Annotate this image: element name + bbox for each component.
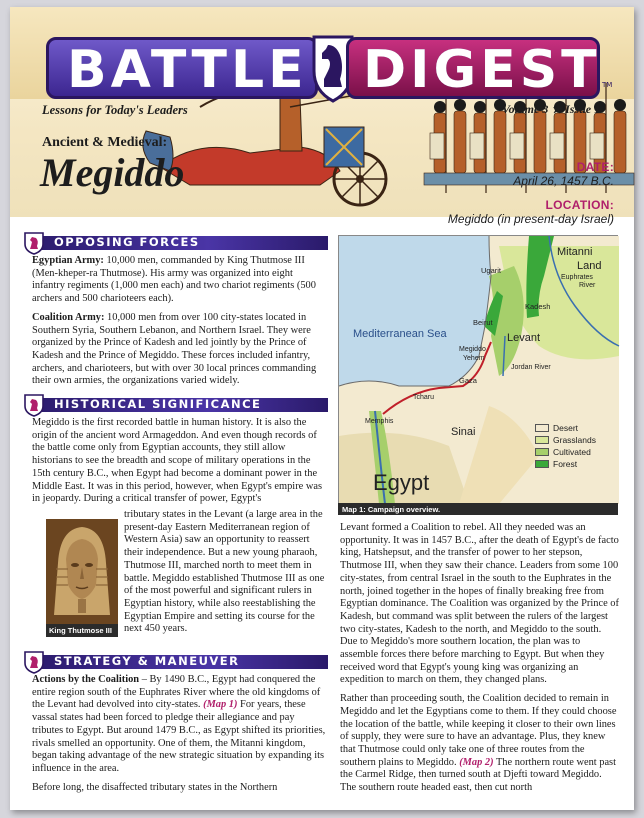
digest-page bbox=[10, 7, 634, 810]
map-label-ugarit: Ugarit bbox=[481, 266, 502, 275]
logo-digest-box bbox=[346, 37, 600, 99]
portrait-caption: King Thutmose III bbox=[46, 624, 118, 637]
map-label-kadesh: Kadesh bbox=[525, 302, 551, 311]
strategy-paragraph-2: Before long, the disaffected tributary states in the Northern bbox=[32, 781, 278, 793]
section-header-historical-significance bbox=[28, 398, 328, 412]
map-label-yehem: Yehem bbox=[463, 355, 485, 362]
map-1-reference[interactable]: (Map 1) bbox=[203, 699, 238, 711]
battle-meta bbox=[448, 160, 614, 236]
map-label-land: Land bbox=[577, 260, 602, 272]
legend-cultivated bbox=[535, 446, 611, 458]
legend-swatch bbox=[535, 436, 549, 444]
legend-swatch bbox=[535, 424, 549, 432]
legend-swatch bbox=[535, 460, 549, 468]
section-header-opposing-forces bbox=[28, 236, 328, 250]
logo-digest-text: DIGEST bbox=[363, 40, 601, 100]
date-value: April 26, 1457 B.C. bbox=[513, 174, 614, 188]
strategy-text-b: For years, these vassal states had been forced to pledge their allegiance and pay tributes to Egypt. But around 1479 B.C., as Egypt shifted its priorities, rivals smelled an opportunity. One of them, the Mitanni kingdom, began taking advantage of the new strategic situation by expanding its influence in the area. bbox=[32, 699, 326, 774]
map-label-jordan: Jordan River bbox=[511, 364, 551, 371]
legend-label: Forest bbox=[553, 459, 578, 469]
legend-forest bbox=[535, 458, 611, 470]
article-title: Megiddo bbox=[40, 150, 185, 195]
battle-digest-logo bbox=[46, 37, 613, 103]
egyptian-army-label: Egyptian Army: bbox=[32, 255, 104, 266]
map-label-mitanni: Mitanni bbox=[557, 246, 593, 258]
map-label-euphrates: Euphrates bbox=[561, 274, 593, 281]
strategy-paragraph-1 bbox=[32, 674, 328, 776]
date-label: DATE: bbox=[576, 160, 614, 174]
pharaoh-bust-icon bbox=[46, 519, 118, 624]
right-paragraph-2 bbox=[340, 693, 620, 795]
logo-battle-box bbox=[46, 37, 318, 99]
coalition-army-label: Coalition Army: bbox=[32, 311, 105, 323]
knight-badge-icon bbox=[22, 231, 46, 255]
section-title: HISTORICAL SIGNIFICANCE bbox=[54, 397, 262, 411]
egyptian-army-text: 10,000 men, commanded by King Thutmose III (Men-kheper-ra Thutmose). His army was organized into eight infantry regiments (1,000 men each) and two chariot regiments (500 archers and 500 charioteers each). bbox=[32, 255, 316, 305]
strategy-text-a: – By 1490 B.C., Egypt had conquered the entire region south of the Euphrates River where the old kingdoms of the Levant had devolved into city-states. bbox=[32, 674, 321, 711]
tagline: Lessons for Today's Leaders bbox=[42, 103, 188, 117]
right-paragraph-1: Levant formed a Coalition to rebel. All they needed was an opportunity. It was in 1457 B.C., after the death of Egypt's de facto king, Hatshepsut, and the transfer of power to her stepson, Thutmose III, when they saw their chance. Leaders from some 100 city-states, from central Israel in the south to the Euphrates in the north, joined together in the hopes of finally breaking free from Egyptian dominance. The Coalition was organized by the Prince of Kadesh, but command was split between the rulers of the largest two city-states, Kadesh to the north, and Megiddo to the south. Due to Megiddo's more southern location, the plan was to assemble forces there before marching to Egypt. But when they received word that Egypt's young king was organizing an expedition to march on them, they changed plans. bbox=[340, 522, 619, 686]
legend-label: Cultivated bbox=[553, 447, 591, 457]
map-label-gaza: Gaza bbox=[459, 376, 477, 385]
legend-label: Desert bbox=[553, 423, 579, 433]
volume-issue: Volume 3 ★ Issue 1 bbox=[502, 102, 601, 116]
strategy-text bbox=[32, 674, 328, 800]
section-title: OPPOSING FORCES bbox=[54, 235, 200, 249]
map-label-memphis: Memphis bbox=[365, 418, 394, 425]
trademark-mark: TM bbox=[602, 81, 613, 89]
map-label-beirut: Beirut bbox=[473, 318, 493, 327]
location-label: LOCATION: bbox=[545, 198, 614, 212]
location-value: Megiddo (in present-day Israel) bbox=[447, 212, 614, 226]
historical-paragraph-2: tributary states in the Levant (a large area in the present-day Eastern Mediterranean region of Western Asia) saw an opportunity to reassert their independence. But a new young pharaoh, Thutmose III, marched north to meet them in battle. Megiddo established Thutmose III as one of the most powerful and significant rulers in Egyptian history, while also reestablishing the Egyptian Empire and setting its course for the next 450 years. bbox=[124, 509, 325, 635]
strategy-lead: Actions by the Coalition bbox=[32, 674, 140, 685]
opposing-forces-text bbox=[32, 255, 328, 394]
coalition-army-text: 10,000 men from over 100 city-states located in Southern Syria, Southern Lebanon, and Northern Israel. They were organized by the Prince of Kadesh and led jointly by the Prince of Kadesh and the Prince of Megiddo. These forces included infantry, archers, and charioteers, but with over 30 local princes commanding their own armies, the organizations varied widely. bbox=[32, 311, 317, 387]
map-label-egypt: Egypt bbox=[373, 470, 430, 495]
masthead bbox=[10, 7, 634, 226]
map-label-mediterranean: Mediterranean Sea bbox=[353, 328, 447, 340]
historical-paragraph-1: Megiddo is the first recorded battle in human history. It is also the origin of the ancient word Armageddon. And even though records of the battle come only from Egyptian accounts, they still allow historians to see the breadth and scope of military operations in the 15th century B.C., when Egypt had become a dominant power in the Middle East. It was in this period, however, when Egypt's empire was in jeopardy. During a critical transfer of power, Egypt's bbox=[32, 417, 323, 505]
legend-swatch bbox=[535, 448, 549, 456]
map-caption: Map 1: Campaign overview. bbox=[338, 503, 618, 515]
map-label-levant: Levant bbox=[507, 332, 541, 344]
right-text-b: The northern route went past the Carmel Ridge, then turned south at Djefti toward Megiddo. The southern route headed east, then cut north bbox=[340, 756, 616, 794]
map-label-river: River bbox=[579, 282, 596, 289]
map-legend bbox=[535, 422, 611, 470]
article-kicker: Ancient & Medieval: bbox=[42, 135, 168, 150]
campaign-map bbox=[338, 235, 618, 503]
thutmose-portrait bbox=[46, 519, 118, 637]
historical-intro-text bbox=[32, 417, 328, 512]
map-label-megiddo: Megiddo bbox=[459, 346, 486, 353]
right-column-text bbox=[340, 522, 620, 801]
legend-desert bbox=[535, 422, 611, 434]
right-text-a: Rather than proceeding south, the Coalition decided to remain in Megiddo and let the Egyptians come to them. If they could choose the location of the battle, while keeping it closer to their own lines of supply, they were sure to have an advantage. Plus, they knew that Thutmose could only take one of three routes from the southern plains to Megiddo. bbox=[340, 693, 617, 768]
section-header-strategy bbox=[28, 655, 328, 669]
coalition-army-paragraph bbox=[32, 312, 328, 388]
knight-badge-icon bbox=[22, 393, 46, 417]
map-label-sinai: Sinai bbox=[451, 426, 476, 438]
section-title: STRATEGY & MANEUVER bbox=[54, 654, 240, 668]
map-label-tcharu: Tcharu bbox=[413, 394, 435, 401]
logo-battle-text: BATTLE bbox=[67, 40, 308, 100]
legend-label: Grasslands bbox=[553, 435, 596, 445]
legend-grasslands bbox=[535, 434, 611, 446]
historical-wrap-text bbox=[124, 509, 330, 642]
map-2-reference[interactable]: (Map 2) bbox=[459, 756, 494, 768]
knight-badge-icon bbox=[22, 650, 46, 674]
egyptian-army-paragraph bbox=[32, 255, 328, 306]
